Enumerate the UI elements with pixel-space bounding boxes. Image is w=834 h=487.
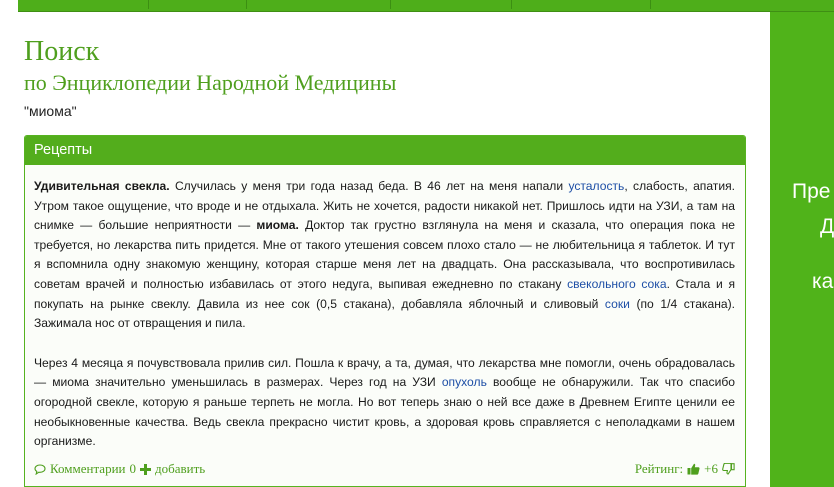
rating-group xyxy=(635,461,735,477)
text-segment: (по 1/4 стакана). Зажимала нос от отвращения и пила. xyxy=(34,296,735,331)
page-title: Поиск xyxy=(24,36,100,67)
nav-separator xyxy=(148,0,149,9)
text-segment: . Стала и я покупать на рынке свеклу. Давила из нее сок (0,5 стакана), добавляла яблочный и сливовый xyxy=(34,276,735,311)
nav-separator xyxy=(390,0,391,9)
comments-group xyxy=(34,461,205,477)
text-segment: Случилась у меня три года назад беда. В 46 лет на меня напали xyxy=(169,179,569,193)
link-beet-juice[interactable]: свекольного сока xyxy=(567,276,667,291)
top-nav-bar xyxy=(18,0,834,12)
page-subtitle: по Энциклопедии Народной Медицины xyxy=(24,70,397,95)
comments-count: 0 xyxy=(129,461,136,476)
recipe-footer xyxy=(34,461,735,481)
recipes-panel xyxy=(24,135,746,487)
rating-label: Рейтинг: xyxy=(634,461,684,476)
comments-link[interactable]: Комментарии xyxy=(50,461,126,476)
add-comment-link[interactable]: добавить xyxy=(154,461,206,476)
text-segment: , слабость, апатия. Утром такое ощущение, что вроде и не отдыхала. Жить не хочется, радости никакой нет. Пришлось идти на УЗИ, а там на снимке — большие неприятности — xyxy=(34,179,736,233)
nav-separator xyxy=(650,0,651,9)
sidebar-text-line-2: Д xyxy=(820,215,834,238)
text-segment: вообще не обнаружили. Так что спасибо огородной свекле, которую я раньше терпеть не могла. Но вот теперь знаю о ней все даже в Древнем Египте ценили ее необыкновенные качества. Ведь свекла прекрасно чистит кровь, а здоровая кровь справляется с неполадками в нашем организме. xyxy=(34,375,735,449)
text-segment: Через 4 месяца я почувствовала прилив сил. Пошла к врачу, а та, думая, что лекарства мне помогли, очень обрадовалась — миома значительно уменьшилась в размерах. Через год на УЗИ xyxy=(34,355,735,390)
link-tumor[interactable]: опухоль xyxy=(441,375,487,390)
sidebar-text-line-3: ка xyxy=(812,270,834,293)
thumbs-up-icon[interactable] xyxy=(687,463,700,475)
text-segment: Доктор так грустно взглянула на меня и сказала, что операция пока не требуется, но лекарства пить придется. Мне от такого утешения совсем плохо стало — не любительница я таблеток. И тут я вспомнила одну знакомую женщину, которая старше меня лет на двадцать. Она рассказывала, что воспротивилась советам врачей и полностью избавилась от этого недуга, выпивая ежедневно по стакану xyxy=(34,218,735,291)
rating-value: +6 xyxy=(704,461,718,476)
nav-separator xyxy=(246,0,247,9)
comment-bubble-icon xyxy=(34,464,46,475)
recipe-text xyxy=(34,177,735,452)
sidebar-text-line-1: Пре xyxy=(792,180,831,203)
recipe-title: Удивительная свекла. xyxy=(34,179,170,193)
link-juices[interactable]: соки xyxy=(604,296,630,311)
link-fatigue[interactable]: усталость xyxy=(568,179,625,193)
recipe-paragraph-2 xyxy=(34,354,735,452)
recipe-paragraph-1 xyxy=(34,177,735,334)
thumbs-down-icon[interactable] xyxy=(722,463,735,475)
highlight-mioma: миома. xyxy=(256,218,299,233)
sidebar-banner[interactable] xyxy=(770,12,834,487)
plus-icon xyxy=(140,464,151,475)
panel-header: Рецепты xyxy=(25,136,745,165)
nav-separator xyxy=(511,0,512,9)
search-query: "миома" xyxy=(24,103,77,119)
